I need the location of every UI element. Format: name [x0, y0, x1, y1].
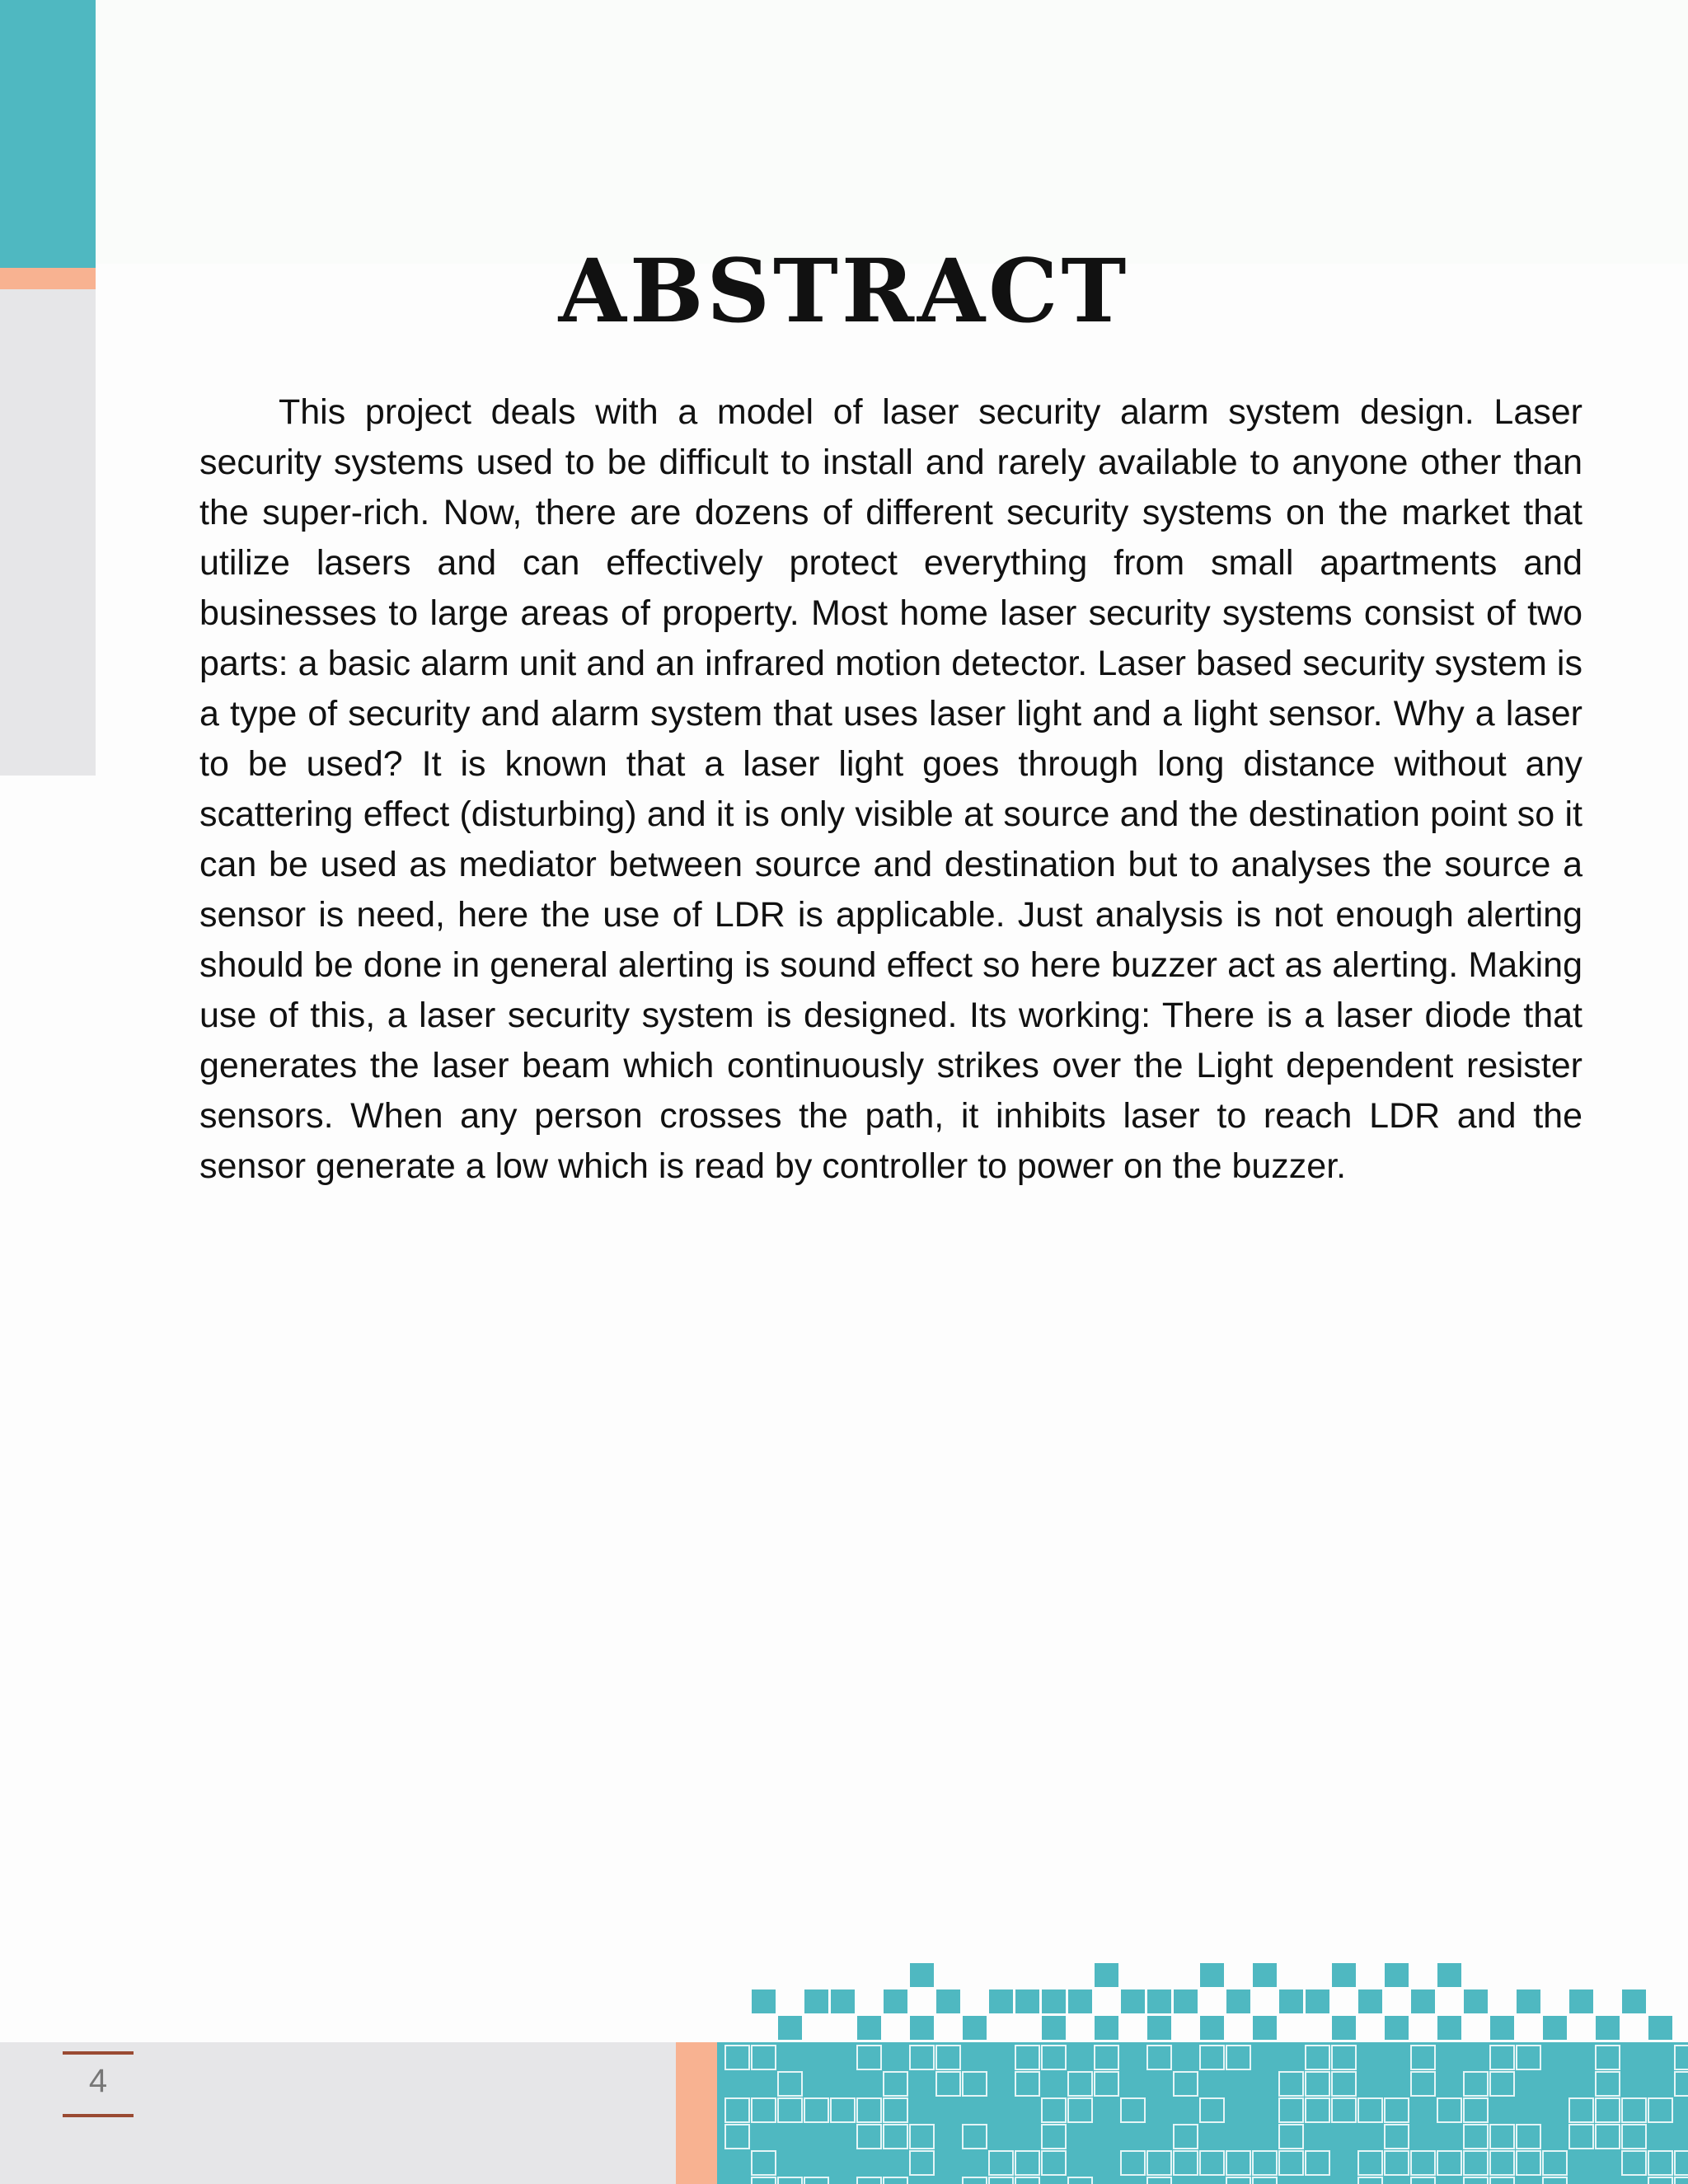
page-number-rule-bottom: [63, 2114, 134, 2117]
pixel-grid-cells: [725, 1963, 1688, 2184]
page-number-rule-top: [63, 2051, 134, 2055]
pixel-grid-decoration: [717, 1961, 1688, 2184]
page-number: 4: [88, 2063, 108, 2099]
page-title: ABSTRACT: [558, 239, 1130, 342]
abstract-paragraph: This project deals with a model of laser security alarm system design. Laser security systems used to be difficult to install and rarely available to anyone other than the super-rich. Now, there are dozens of different security systems on the market that utilize lasers and can effectively protect everything from small apartments and businesses to large areas of property. Most home laser security systems consist of two parts: a basic alarm unit and an infrared motion detector. Laser based security system is a type of security and alarm system that uses laser light and a light sensor. Why a laser to be used? It is known that a laser light goes through long distance without any scattering effect (disturbing) and it is only visible at source and the destination point so it can be used as mediator between source and destination but to analyses the source a sensor is need, here the use of LDR is applicable. Just analysis is not enough alerting should be done in general alerting is sound effect so here buzzer act as alerting. Making use of this, a laser security system is designed. Its working: There is a laser diode that generates the laser beam which continuously strikes over the Light dependent resister sensors. When any person crosses the path, it inhibits laser to reach LDR and the sensor generate a low which is read by controller to power on the buzzer.: [199, 392, 1582, 1186]
side-grey-bar: [0, 289, 96, 776]
header-band: [0, 0, 1688, 264]
side-teal-bar: [0, 0, 96, 268]
footer-salmon-strip: [676, 2042, 717, 2184]
